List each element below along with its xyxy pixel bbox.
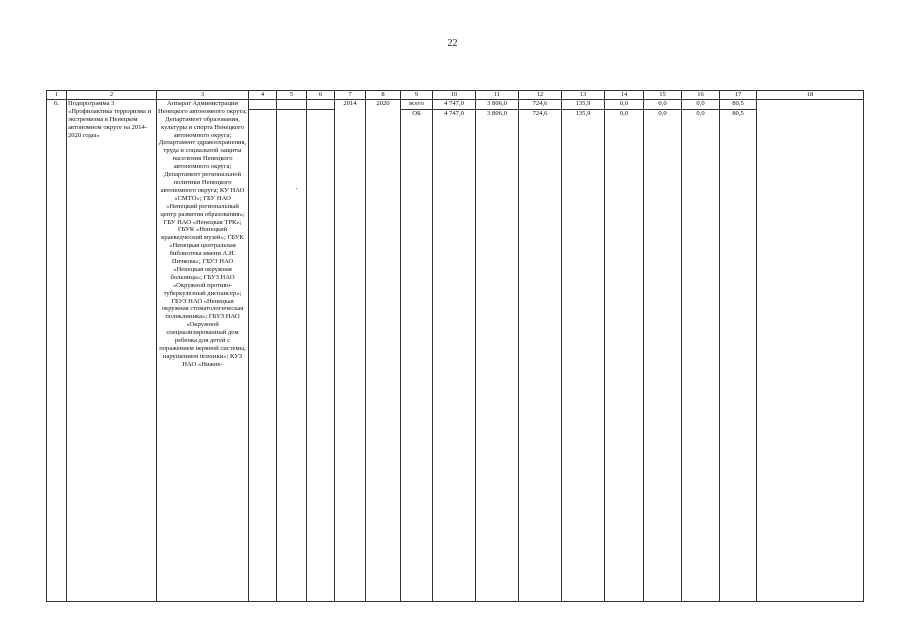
scan-speck xyxy=(296,188,297,189)
funding-ob-label: ОБ xyxy=(401,109,433,601)
col-header: 8 xyxy=(366,91,401,100)
col-header: 2 xyxy=(67,91,157,100)
row-number: 6. xyxy=(47,99,67,601)
col-header: 7 xyxy=(335,91,366,100)
executors-cell: Аппарат Администрации Ненецкого автономного округа; Департамент образования, культуры и спорта Ненецкого автономного округа; Департамент здравоохранения, труда и социальной защиты населения Ненецкого автономного округа; Департамент региональной политики Ненецкого автономного округа; КУ НАО «СМТО»; ГБУ НАО «Ненецкий региональный центр развития образования»; ГБУ НАО «Ненецкая ТРК»; ГБУК «Ненецкий краеведческий музей»; ГБУК «Ненецкая центральная библиотека имени А.И. Пичкова»; ГБУЗ НАО «Ненецкая окружная больница»; ГБУЗ НАО «Окружной противо-туберкулезный диспансер»; ГБУЗ НАО «Ненецкая окружная стоматологическая поликлиника»; ГБУЗ НАО «Окружной специализированный дом ребенка для детей с поражением нервной системы, нарушением психики»; КУЗ НАО «Нижне- xyxy=(157,99,249,601)
col-header: 5 xyxy=(277,91,307,100)
col-header: 18 xyxy=(757,91,864,100)
value-cell: 135,9 xyxy=(562,109,605,601)
value-cell: 0,0 xyxy=(644,99,682,109)
col-header: 3 xyxy=(157,91,249,100)
empty-cell xyxy=(249,109,277,601)
subprogram-name: Подпрограмма 3 «Профилактика терроризма и экстремизма в Ненецком автономном округе на 2014-2020 годы» xyxy=(67,99,157,601)
value-cell: 3 806,0 xyxy=(476,99,519,109)
start-year: 2014 xyxy=(335,99,366,601)
col-header: 6 xyxy=(307,91,335,100)
value-cell: 135,9 xyxy=(562,99,605,109)
empty-cell xyxy=(307,109,335,601)
col-header: 4 xyxy=(249,91,277,100)
col-header: 17 xyxy=(720,91,757,100)
value-cell: 724,6 xyxy=(519,109,562,601)
value-cell: 4 747,0 xyxy=(433,99,476,109)
empty-cell xyxy=(277,109,307,601)
col-header: 10 xyxy=(433,91,476,100)
empty-cell xyxy=(757,99,864,601)
value-cell: 4 747,0 xyxy=(433,109,476,601)
value-cell: 0,0 xyxy=(682,109,720,601)
col-header: 16 xyxy=(682,91,720,100)
value-cell: 724,6 xyxy=(519,99,562,109)
empty-cell xyxy=(277,99,307,109)
value-cell: 3 806,0 xyxy=(476,109,519,601)
value-cell: 0,0 xyxy=(682,99,720,109)
value-cell: 80,5 xyxy=(720,99,757,109)
total-row xyxy=(47,99,864,109)
value-cell: 80,5 xyxy=(720,109,757,601)
page-number: 22 xyxy=(447,38,458,49)
funding-total-label: всего xyxy=(401,99,433,109)
col-header: 1 xyxy=(47,91,67,100)
column-number-row xyxy=(47,91,864,100)
program-table xyxy=(46,90,864,602)
col-header: 13 xyxy=(562,91,605,100)
value-cell: 0,0 xyxy=(644,109,682,601)
col-header: 15 xyxy=(644,91,682,100)
value-cell: 0,0 xyxy=(605,109,644,601)
col-header: 14 xyxy=(605,91,644,100)
empty-cell xyxy=(249,99,277,109)
col-header: 11 xyxy=(476,91,519,100)
end-year: 2020 xyxy=(366,99,401,601)
value-cell: 0,0 xyxy=(605,99,644,109)
col-header: 12 xyxy=(519,91,562,100)
empty-cell xyxy=(307,99,335,109)
col-header: 9 xyxy=(401,91,433,100)
